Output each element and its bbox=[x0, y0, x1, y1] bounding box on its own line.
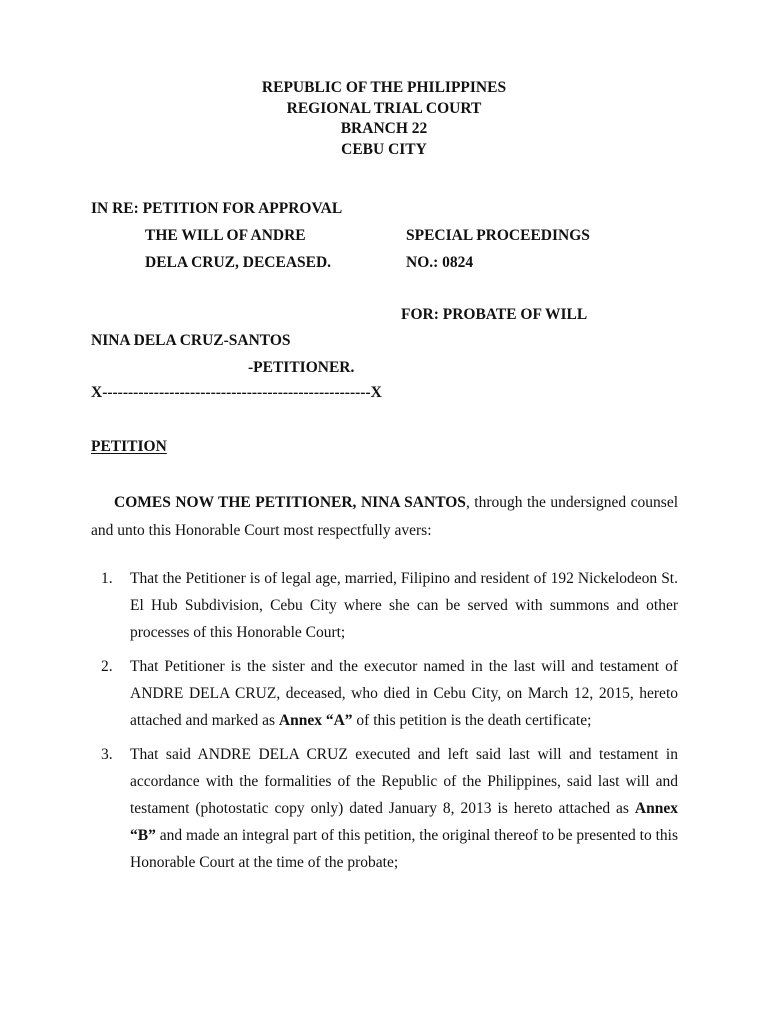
item-number: 1. bbox=[101, 570, 113, 587]
header-court: REGIONAL TRIAL COURT bbox=[286, 99, 482, 117]
petition-title: PETITION bbox=[91, 438, 167, 455]
intro-paragraph bbox=[91, 489, 678, 545]
caption-separator: X----------------------------------------------------X bbox=[91, 384, 382, 401]
item-number: 3. bbox=[101, 746, 113, 763]
item-text-part-b: and made an integral part of this petition, the original thereof to be presented to this Honorable Court at the time of the probate; bbox=[130, 827, 678, 871]
list-item bbox=[91, 741, 678, 876]
item-text-part-b: of this petition is the death certificate; bbox=[352, 712, 592, 729]
caption-deceased: DELA CRUZ, DECEASED. bbox=[145, 254, 332, 271]
caption-in-re: IN RE: PETITION FOR APPROVAL bbox=[91, 200, 343, 217]
list-item bbox=[91, 653, 678, 734]
caption-petitioner-name: NINA DELA CRUZ-SANTOS bbox=[91, 332, 291, 349]
header-branch: BRANCH 22 bbox=[340, 120, 428, 137]
caption-petitioner-role: -PETITIONER. bbox=[248, 359, 355, 376]
caption-for-probate: FOR: PROBATE OF WILL bbox=[401, 306, 588, 323]
header-city: CEBU CITY bbox=[341, 140, 427, 158]
averments-list bbox=[91, 565, 678, 876]
court-header bbox=[0, 78, 768, 160]
caption-case-number: NO.: 0824 bbox=[406, 254, 474, 271]
intro-petitioner-name: NINA SANTOS bbox=[360, 494, 466, 511]
caption-will-of: THE WILL OF ANDRE bbox=[145, 227, 306, 244]
list-item bbox=[91, 565, 678, 646]
caption-special-proceedings: SPECIAL PROCEEDINGS bbox=[406, 227, 590, 244]
item-text: That the Petitioner is of legal age, married, Filipino and resident of 192 Nickelodeon St. El Hub Subdivision, Cebu City where she can be served with summons and other processes of this Honorable Court; bbox=[130, 570, 678, 641]
annex-b-label: Annex “B” bbox=[130, 800, 678, 844]
intro-lead: COMES NOW THE PETITIONER, bbox=[114, 494, 357, 511]
header-republic: REPUBLIC OF THE PHILIPPINES bbox=[261, 79, 507, 96]
item-number: 2. bbox=[101, 658, 113, 675]
intro-rest: , through the undersigned counsel and unto this Honorable Court most respectfully avers: bbox=[91, 494, 679, 539]
item-text-part-a: That said ANDRE DELA CRUZ executed and left said last will and testament in accordance with the formalities of the Republic of the Philippines, said last will and testament (photostatic copy only) dated January 8, 2013 is hereto attached as bbox=[130, 746, 678, 817]
annex-a-label: Annex “A” bbox=[278, 712, 353, 729]
item-text-part-a: That Petitioner is the sister and the executor named in the last will and testament of ANDRE DELA CRUZ, deceased, who died in Cebu City, on March 12, 2015, hereto attached and marked as bbox=[130, 658, 678, 729]
